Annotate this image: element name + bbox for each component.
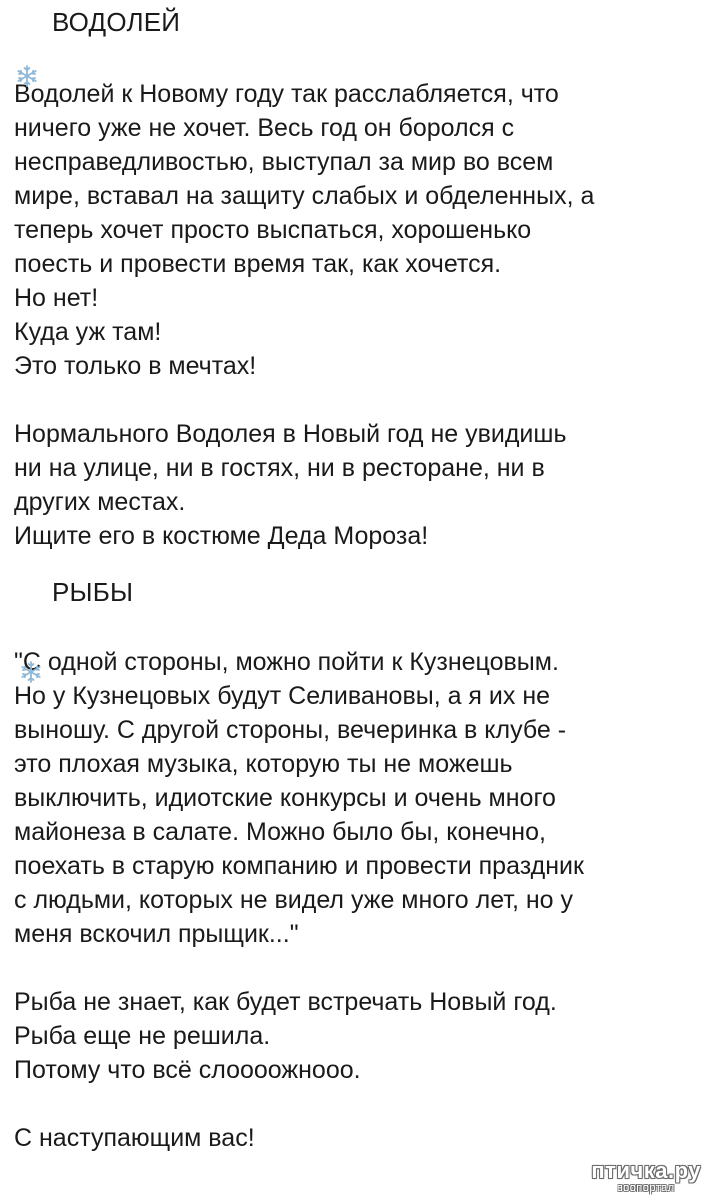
watermark-sub: зоопортал bbox=[617, 1182, 675, 1194]
watermark-logo bbox=[591, 1160, 701, 1194]
aquarius-title: ВОДОЛЕЙ bbox=[52, 7, 181, 37]
snowflake-icon bbox=[19, 660, 43, 684]
watermark-main: птичка.ру bbox=[591, 1158, 701, 1183]
document-page bbox=[14, 0, 694, 1155]
pisces-closing: С наступающим вас! bbox=[14, 1124, 255, 1152]
pisces-paragraph-2: Рыба не знает, как будет встречать Новый год. Рыба еще не решила. Потому что всё слоооожнооо. bbox=[14, 988, 557, 1084]
aquarius-paragraph-2: Нормального Водолея в Новый год не увидишь ни на улице, ни в гостях, ни в ресторане, ни в других местах. Ищите его в костюме Деда Мороза! bbox=[14, 420, 567, 550]
snowflake-icon bbox=[15, 64, 39, 88]
pisces-paragraph-1: "С одной стороны, можно пойти к Кузнецовым. Но у Кузнецовых будут Селивановы, а я их не выношу. С другой стороны, вечеринка в клубе - это плохая музыка, которую ты не можешь выключить, идиотские конкурсы и очень много майонеза в салате. Можно было бы, конечно, поехать в старую компанию и провести праздник с людьми, которых не видел уже много лет, но у меня вскочил прыщик..." bbox=[14, 648, 584, 948]
aquarius-paragraph-1: Водолей к Новому году так расслабляется, что ничего уже не хочет. Весь год он боролся с несправедливостью, выступал за мир во всем мире, вставал на защиту слабых и обделенных, а теперь хочет просто выспаться, хорошенько поесть и провести время так, как хочется. Но нет! Куда уж там! Это только в мечтах! bbox=[14, 80, 595, 380]
pisces-title: РЫБЫ bbox=[52, 577, 134, 607]
